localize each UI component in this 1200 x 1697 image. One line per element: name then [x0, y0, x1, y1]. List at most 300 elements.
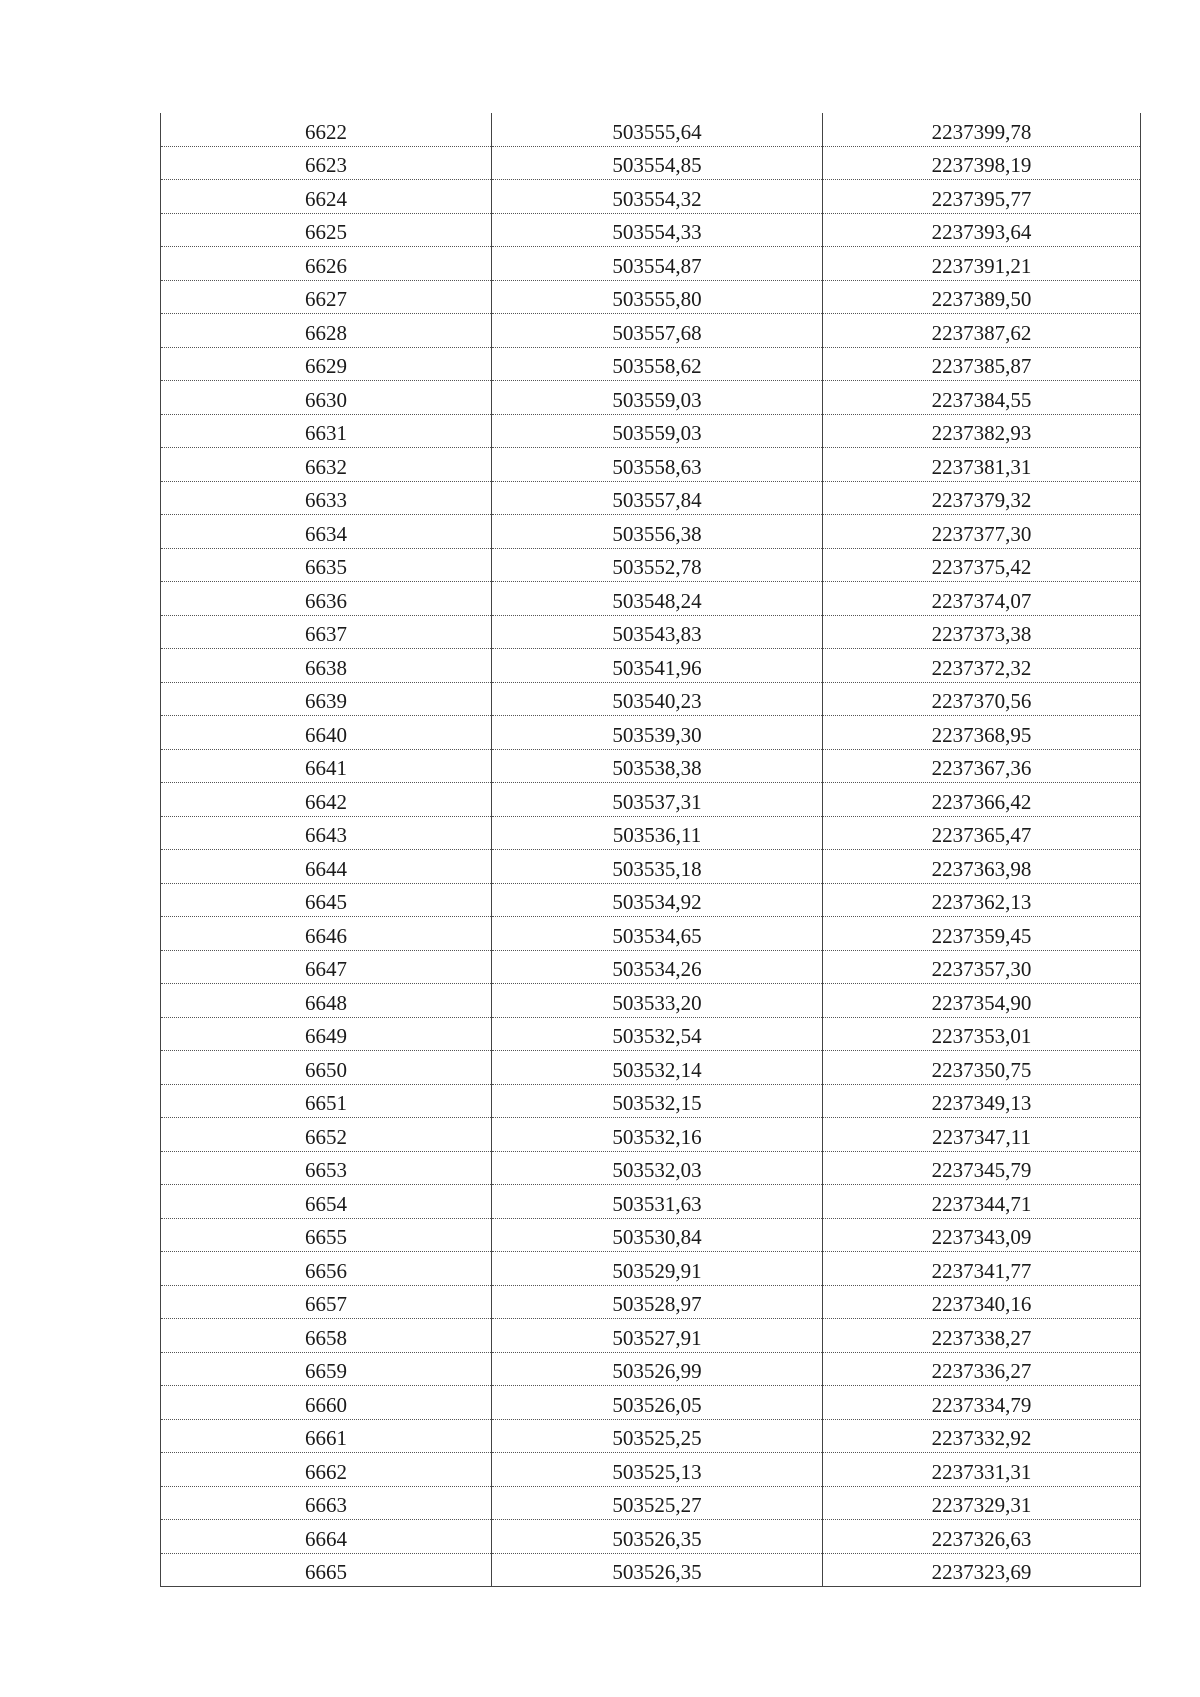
point-number-cell: [161, 1453, 492, 1487]
cell-value: 503527,91: [612, 1325, 702, 1350]
cell-value: 2237370,56: [931, 689, 1032, 714]
cell-value: 6635: [305, 555, 347, 580]
cell-value: 503532,14: [612, 1057, 702, 1082]
cell-value: 2237389,50: [931, 287, 1032, 312]
coordinates-table: [160, 113, 1141, 1587]
table-row: [161, 649, 1141, 683]
x-coordinate-cell: [492, 1285, 823, 1319]
point-number-cell: [161, 615, 492, 649]
cell-value: 503535,18: [612, 856, 702, 881]
y-coordinate-cell: [823, 917, 1141, 951]
cell-value: 503526,99: [612, 1359, 702, 1384]
point-number-cell: [161, 146, 492, 180]
point-number-cell: [161, 749, 492, 783]
cell-value: 2237334,79: [931, 1392, 1032, 1417]
cell-value: 503537,31: [612, 789, 702, 814]
x-coordinate-cell: [492, 1386, 823, 1420]
cell-value: 6646: [305, 923, 347, 948]
table-row: [161, 347, 1141, 381]
cell-value: 2237368,95: [931, 722, 1032, 747]
table-row: [161, 850, 1141, 884]
point-number-cell: [161, 247, 492, 281]
cell-value: 2237393,64: [931, 220, 1032, 245]
cell-value: 6625: [305, 220, 347, 245]
y-coordinate-cell: [823, 448, 1141, 482]
cell-value: 503532,15: [612, 1091, 702, 1116]
y-coordinate-cell: [823, 816, 1141, 850]
cell-value: 503526,35: [612, 1526, 702, 1551]
x-coordinate-cell: [492, 548, 823, 582]
point-number-cell: [161, 113, 492, 146]
cell-value: 6623: [305, 153, 347, 178]
cell-value: 2237329,31: [931, 1493, 1032, 1518]
point-number-cell: [161, 448, 492, 482]
cell-value: 6633: [305, 488, 347, 513]
cell-value: 503534,65: [612, 923, 702, 948]
point-number-cell: [161, 347, 492, 381]
table-row: [161, 1486, 1141, 1520]
cell-value: 503532,16: [612, 1124, 702, 1149]
cell-value: 2237349,13: [931, 1091, 1032, 1116]
table-row: [161, 783, 1141, 817]
cell-value: 6659: [305, 1359, 347, 1384]
cell-value: 503534,26: [612, 957, 702, 982]
table-row: [161, 582, 1141, 616]
table-row: [161, 1118, 1141, 1152]
table-row: [161, 213, 1141, 247]
table-row: [161, 950, 1141, 984]
y-coordinate-cell: [823, 1084, 1141, 1118]
cell-value: 503530,84: [612, 1225, 702, 1250]
cell-value: 503557,68: [612, 320, 702, 345]
cell-value: 6665: [305, 1560, 347, 1585]
table-row: [161, 548, 1141, 582]
point-number-cell: [161, 917, 492, 951]
y-coordinate-cell: [823, 783, 1141, 817]
cell-value: 6641: [305, 756, 347, 781]
cell-value: 503538,38: [612, 756, 702, 781]
point-number-cell: [161, 649, 492, 683]
cell-value: 2237338,27: [931, 1325, 1032, 1350]
cell-value: 2237365,47: [931, 823, 1032, 848]
cell-value: 6645: [305, 890, 347, 915]
table-row: [161, 1386, 1141, 1420]
point-number-cell: [161, 1386, 492, 1420]
x-coordinate-cell: [492, 649, 823, 683]
cell-value: 6636: [305, 588, 347, 613]
table-row: [161, 1151, 1141, 1185]
cell-value: 6640: [305, 722, 347, 747]
cell-value: 503525,25: [612, 1426, 702, 1451]
cell-value: 503548,24: [612, 588, 702, 613]
cell-value: 2237399,78: [931, 119, 1032, 144]
point-number-cell: [161, 481, 492, 515]
x-coordinate-cell: [492, 1520, 823, 1554]
cell-value: 6638: [305, 655, 347, 680]
cell-value: 2237366,42: [931, 789, 1032, 814]
table-row: [161, 682, 1141, 716]
y-coordinate-cell: [823, 1051, 1141, 1085]
x-coordinate-cell: [492, 1051, 823, 1085]
x-coordinate-cell: [492, 213, 823, 247]
y-coordinate-cell: [823, 414, 1141, 448]
y-coordinate-cell: [823, 1017, 1141, 1051]
cell-value: 6639: [305, 689, 347, 714]
cell-value: 2237385,87: [931, 354, 1032, 379]
cell-value: 2237326,63: [931, 1526, 1032, 1551]
cell-value: 2237347,11: [932, 1124, 1031, 1149]
y-coordinate-cell: [823, 1285, 1141, 1319]
cell-value: 503539,30: [612, 722, 702, 747]
cell-value: 6632: [305, 454, 347, 479]
cell-value: 2237374,07: [931, 588, 1032, 613]
table-row: [161, 1520, 1141, 1554]
cell-value: 2237359,45: [931, 923, 1032, 948]
cell-value: 2237377,30: [931, 521, 1032, 546]
cell-value: 6649: [305, 1024, 347, 1049]
y-coordinate-cell: [823, 749, 1141, 783]
x-coordinate-cell: [492, 615, 823, 649]
y-coordinate-cell: [823, 582, 1141, 616]
y-coordinate-cell: [823, 180, 1141, 214]
cell-value: 6622: [305, 119, 347, 144]
point-number-cell: [161, 1285, 492, 1319]
cell-value: 2237357,30: [931, 957, 1032, 982]
table-row: [161, 247, 1141, 281]
x-coordinate-cell: [492, 1218, 823, 1252]
point-number-cell: [161, 582, 492, 616]
x-coordinate-cell: [492, 582, 823, 616]
cell-value: 2237350,75: [931, 1057, 1032, 1082]
cell-value: 2237323,69: [931, 1560, 1032, 1585]
table-row: [161, 1553, 1141, 1587]
cell-value: 6631: [305, 421, 347, 446]
table-row: [161, 1185, 1141, 1219]
table-row: [161, 1084, 1141, 1118]
y-coordinate-cell: [823, 1419, 1141, 1453]
table-row: [161, 414, 1141, 448]
cell-value: 6630: [305, 387, 347, 412]
y-coordinate-cell: [823, 649, 1141, 683]
cell-value: 2237372,32: [931, 655, 1032, 680]
cell-value: 6651: [305, 1091, 347, 1116]
table-row: [161, 749, 1141, 783]
cell-value: 6663: [305, 1493, 347, 1518]
x-coordinate-cell: [492, 180, 823, 214]
point-number-cell: [161, 213, 492, 247]
x-coordinate-cell: [492, 247, 823, 281]
x-coordinate-cell: [492, 1084, 823, 1118]
cell-value: 6624: [305, 186, 347, 211]
table-row: [161, 917, 1141, 951]
point-number-cell: [161, 1486, 492, 1520]
x-coordinate-cell: [492, 481, 823, 515]
cell-value: 2237354,90: [931, 990, 1032, 1015]
point-number-cell: [161, 280, 492, 314]
cell-value: 503529,91: [612, 1258, 702, 1283]
point-number-cell: [161, 314, 492, 348]
x-coordinate-cell: [492, 1252, 823, 1286]
x-coordinate-cell: [492, 1553, 823, 1587]
cell-value: 503554,87: [612, 253, 702, 278]
point-number-cell: [161, 1419, 492, 1453]
cell-value: 503536,11: [612, 823, 702, 848]
x-coordinate-cell: [492, 749, 823, 783]
cell-value: 6648: [305, 990, 347, 1015]
cell-value: 503555,64: [612, 119, 702, 144]
cell-value: 2237375,42: [931, 555, 1032, 580]
point-number-cell: [161, 1352, 492, 1386]
cell-value: 6662: [305, 1459, 347, 1484]
point-number-cell: [161, 180, 492, 214]
point-number-cell: [161, 850, 492, 884]
x-coordinate-cell: [492, 448, 823, 482]
y-coordinate-cell: [823, 548, 1141, 582]
x-coordinate-cell: [492, 783, 823, 817]
cell-value: 6642: [305, 789, 347, 814]
cell-value: 2237336,27: [931, 1359, 1032, 1384]
y-coordinate-cell: [823, 984, 1141, 1018]
point-number-cell: [161, 883, 492, 917]
point-number-cell: [161, 1084, 492, 1118]
cell-value: 503554,33: [612, 220, 702, 245]
cell-value: 2237373,38: [931, 622, 1032, 647]
y-coordinate-cell: [823, 381, 1141, 415]
table-row: [161, 314, 1141, 348]
y-coordinate-cell: [823, 213, 1141, 247]
cell-value: 6634: [305, 521, 347, 546]
y-coordinate-cell: [823, 1553, 1141, 1587]
x-coordinate-cell: [492, 1453, 823, 1487]
cell-value: 6664: [305, 1526, 347, 1551]
table-row: [161, 448, 1141, 482]
x-coordinate-cell: [492, 917, 823, 951]
point-number-cell: [161, 548, 492, 582]
y-coordinate-cell: [823, 1453, 1141, 1487]
cell-value: 2237345,79: [931, 1158, 1032, 1183]
y-coordinate-cell: [823, 1520, 1141, 1554]
x-coordinate-cell: [492, 682, 823, 716]
y-coordinate-cell: [823, 247, 1141, 281]
point-number-cell: [161, 1520, 492, 1554]
cell-value: 503559,03: [612, 387, 702, 412]
table-row: [161, 1218, 1141, 1252]
y-coordinate-cell: [823, 682, 1141, 716]
cell-value: 503533,20: [612, 990, 702, 1015]
cell-value: 2237381,31: [931, 454, 1032, 479]
cell-value: 6653: [305, 1158, 347, 1183]
y-coordinate-cell: [823, 716, 1141, 750]
cell-value: 503534,92: [612, 890, 702, 915]
point-number-cell: [161, 1319, 492, 1353]
cell-value: 503526,35: [612, 1560, 702, 1585]
y-coordinate-cell: [823, 347, 1141, 381]
point-number-cell: [161, 1017, 492, 1051]
x-coordinate-cell: [492, 984, 823, 1018]
cell-value: 2237332,92: [931, 1426, 1032, 1451]
cell-value: 2237384,55: [931, 387, 1032, 412]
cell-value: 2237331,31: [931, 1459, 1032, 1484]
cell-value: 503543,83: [612, 622, 702, 647]
table-row: [161, 1017, 1141, 1051]
cell-value: 503554,85: [612, 153, 702, 178]
y-coordinate-cell: [823, 1118, 1141, 1152]
y-coordinate-cell: [823, 1352, 1141, 1386]
y-coordinate-cell: [823, 1185, 1141, 1219]
cell-value: 503541,96: [612, 655, 702, 680]
cell-value: 2237391,21: [931, 253, 1032, 278]
table-row: [161, 1252, 1141, 1286]
cell-value: 2237398,19: [931, 153, 1032, 178]
x-coordinate-cell: [492, 113, 823, 146]
point-number-cell: [161, 1553, 492, 1587]
y-coordinate-cell: [823, 1486, 1141, 1520]
y-coordinate-cell: [823, 280, 1141, 314]
point-number-cell: [161, 414, 492, 448]
x-coordinate-cell: [492, 716, 823, 750]
table-row: [161, 816, 1141, 850]
cell-value: 6652: [305, 1124, 347, 1149]
coordinates-table-body: [161, 113, 1141, 1587]
x-coordinate-cell: [492, 280, 823, 314]
cell-value: 2237379,32: [931, 488, 1032, 513]
x-coordinate-cell: [492, 1419, 823, 1453]
cell-value: 6628: [305, 320, 347, 345]
y-coordinate-cell: [823, 850, 1141, 884]
point-number-cell: [161, 1252, 492, 1286]
point-number-cell: [161, 1151, 492, 1185]
cell-value: 503532,54: [612, 1024, 702, 1049]
cell-value: 6644: [305, 856, 347, 881]
table-row: [161, 1285, 1141, 1319]
cell-value: 503559,03: [612, 421, 702, 446]
point-number-cell: [161, 1118, 492, 1152]
table-row: [161, 515, 1141, 549]
cell-value: 6650: [305, 1057, 347, 1082]
point-number-cell: [161, 1218, 492, 1252]
cell-value: 6629: [305, 354, 347, 379]
cell-value: 6627: [305, 287, 347, 312]
cell-value: 503528,97: [612, 1292, 702, 1317]
table-row: [161, 1352, 1141, 1386]
cell-value: 6654: [305, 1191, 347, 1216]
x-coordinate-cell: [492, 1486, 823, 1520]
cell-value: 503540,23: [612, 689, 702, 714]
table-row: [161, 984, 1141, 1018]
cell-value: 2237362,13: [931, 890, 1032, 915]
x-coordinate-cell: [492, 414, 823, 448]
point-number-cell: [161, 682, 492, 716]
cell-value: 503558,63: [612, 454, 702, 479]
y-coordinate-cell: [823, 1386, 1141, 1420]
y-coordinate-cell: [823, 1319, 1141, 1353]
cell-value: 6647: [305, 957, 347, 982]
cell-value: 6656: [305, 1258, 347, 1283]
point-number-cell: [161, 783, 492, 817]
table-row: [161, 180, 1141, 214]
point-number-cell: [161, 816, 492, 850]
cell-value: 2237363,98: [931, 856, 1032, 881]
y-coordinate-cell: [823, 113, 1141, 146]
x-coordinate-cell: [492, 347, 823, 381]
cell-value: 503556,38: [612, 521, 702, 546]
table-row: [161, 146, 1141, 180]
y-coordinate-cell: [823, 950, 1141, 984]
table-row: [161, 1319, 1141, 1353]
cell-value: 503557,84: [612, 488, 702, 513]
table-row: [161, 1419, 1141, 1453]
table-row: [161, 883, 1141, 917]
y-coordinate-cell: [823, 481, 1141, 515]
cell-value: 6643: [305, 823, 347, 848]
point-number-cell: [161, 1051, 492, 1085]
x-coordinate-cell: [492, 1185, 823, 1219]
cell-value: 2237353,01: [931, 1024, 1032, 1049]
cell-value: 2237367,36: [931, 756, 1032, 781]
y-coordinate-cell: [823, 314, 1141, 348]
x-coordinate-cell: [492, 1118, 823, 1152]
x-coordinate-cell: [492, 515, 823, 549]
x-coordinate-cell: [492, 381, 823, 415]
cell-value: 2237341,77: [931, 1258, 1032, 1283]
cell-value: 2237340,16: [931, 1292, 1032, 1317]
x-coordinate-cell: [492, 146, 823, 180]
point-number-cell: [161, 515, 492, 549]
y-coordinate-cell: [823, 1252, 1141, 1286]
cell-value: 6637: [305, 622, 347, 647]
x-coordinate-cell: [492, 1017, 823, 1051]
table-row: [161, 113, 1141, 146]
table-row: [161, 280, 1141, 314]
cell-value: 6655: [305, 1225, 347, 1250]
cell-value: 503525,27: [612, 1493, 702, 1518]
cell-value: 6660: [305, 1392, 347, 1417]
cell-value: 2237343,09: [931, 1225, 1032, 1250]
y-coordinate-cell: [823, 1151, 1141, 1185]
table-row: [161, 1453, 1141, 1487]
x-coordinate-cell: [492, 883, 823, 917]
cell-value: 6626: [305, 253, 347, 278]
cell-value: 503532,03: [612, 1158, 702, 1183]
point-number-cell: [161, 950, 492, 984]
x-coordinate-cell: [492, 1319, 823, 1353]
cell-value: 6657: [305, 1292, 347, 1317]
cell-value: 6658: [305, 1325, 347, 1350]
cell-value: 503555,80: [612, 287, 702, 312]
cell-value: 2237395,77: [931, 186, 1032, 211]
cell-value: 503554,32: [612, 186, 702, 211]
y-coordinate-cell: [823, 1218, 1141, 1252]
cell-value: 503552,78: [612, 555, 702, 580]
cell-value: 2237382,93: [931, 421, 1032, 446]
y-coordinate-cell: [823, 883, 1141, 917]
table-row: [161, 716, 1141, 750]
cell-value: 503526,05: [612, 1392, 702, 1417]
point-number-cell: [161, 1185, 492, 1219]
table-row: [161, 1051, 1141, 1085]
cell-value: 2237387,62: [931, 320, 1032, 345]
table-row: [161, 381, 1141, 415]
cell-value: 503558,62: [612, 354, 702, 379]
table-row: [161, 481, 1141, 515]
point-number-cell: [161, 381, 492, 415]
cell-value: 503525,13: [612, 1459, 702, 1484]
x-coordinate-cell: [492, 816, 823, 850]
cell-value: 6661: [305, 1426, 347, 1451]
table-row: [161, 615, 1141, 649]
x-coordinate-cell: [492, 314, 823, 348]
x-coordinate-cell: [492, 850, 823, 884]
